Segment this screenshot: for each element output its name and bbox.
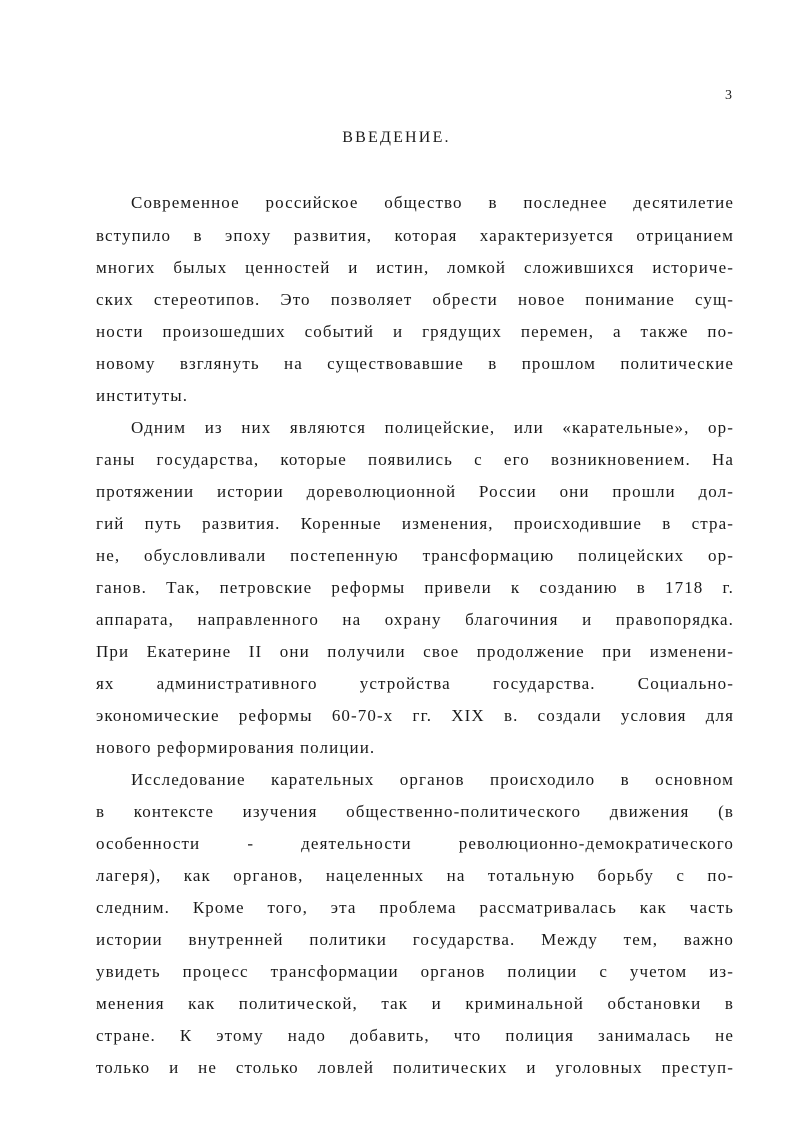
text-line: не, обусловливали постепенную трансформацию полицейских ор- bbox=[96, 546, 734, 565]
text-line: Одним из них являются полицейские, или «карательные», ор- bbox=[131, 418, 734, 437]
text-line: лагеря), как органов, нацеленных на тотальную борьбу с по- bbox=[96, 866, 734, 885]
text-line: протяжении истории дореволюционной России они прошли дол- bbox=[96, 482, 734, 501]
text-line: только и не столько ловлей политических и уголовных преступ- bbox=[96, 1058, 734, 1077]
text-line: следним. Кроме того, эта проблема рассматривалась как часть bbox=[96, 898, 734, 917]
text-line: ских стереотипов. Это позволяет обрести новое понимание сущ- bbox=[96, 290, 734, 309]
text-line: ях административного устройства государства. Социально- bbox=[96, 674, 734, 693]
text-line: институты. bbox=[96, 386, 189, 405]
text-line: Современное российское общество в последнее десятилетие bbox=[131, 193, 734, 212]
text-line: стране. К этому надо добавить, что полиция занималась не bbox=[96, 1026, 734, 1045]
page-number: 3 bbox=[725, 88, 732, 103]
text-line: ности произошедших событий и грядущих перемен, а также по- bbox=[96, 322, 734, 341]
text-line: Исследование карательных органов происходило в основном bbox=[131, 770, 734, 789]
text-line: гий путь развития. Коренные изменения, происходившие в стра- bbox=[96, 514, 734, 533]
text-line: в контексте изучения общественно-политического движения (в bbox=[96, 802, 734, 821]
text-line: многих былых ценностей и истин, ломкой сложившихся историче- bbox=[96, 258, 734, 277]
text-line: При Екатерине II они получили свое продолжение при изменени- bbox=[96, 642, 734, 661]
text-line: увидеть процесс трансформации органов полиции с учетом из- bbox=[96, 962, 734, 981]
text-line: менения как политической, так и криминальной обстановки в bbox=[96, 994, 734, 1013]
text-line: нового реформирования полиции. bbox=[96, 738, 376, 757]
text-line: особенности - деятельности революционно-демократического bbox=[96, 834, 734, 853]
text-line: ганы государства, которые появились с его возникновением. На bbox=[96, 450, 734, 469]
text-line: вступило в эпоху развития, которая характеризуется отрицанием bbox=[96, 226, 734, 245]
text-line: новому взглянуть на существовавшие в прошлом политические bbox=[96, 354, 734, 373]
text-line: аппарата, направленного на охрану благочиния и правопорядка. bbox=[96, 610, 734, 629]
text-line: экономические реформы 60-70-х гг. XIX в. создали условия для bbox=[96, 706, 734, 725]
page-title: ВВЕДЕНИЕ. bbox=[342, 129, 451, 146]
text-line: ганов. Так, петровские реформы привели к созданию в 1718 г. bbox=[96, 578, 734, 597]
text-line: истории внутренней политики государства. Между тем, важно bbox=[96, 930, 734, 949]
